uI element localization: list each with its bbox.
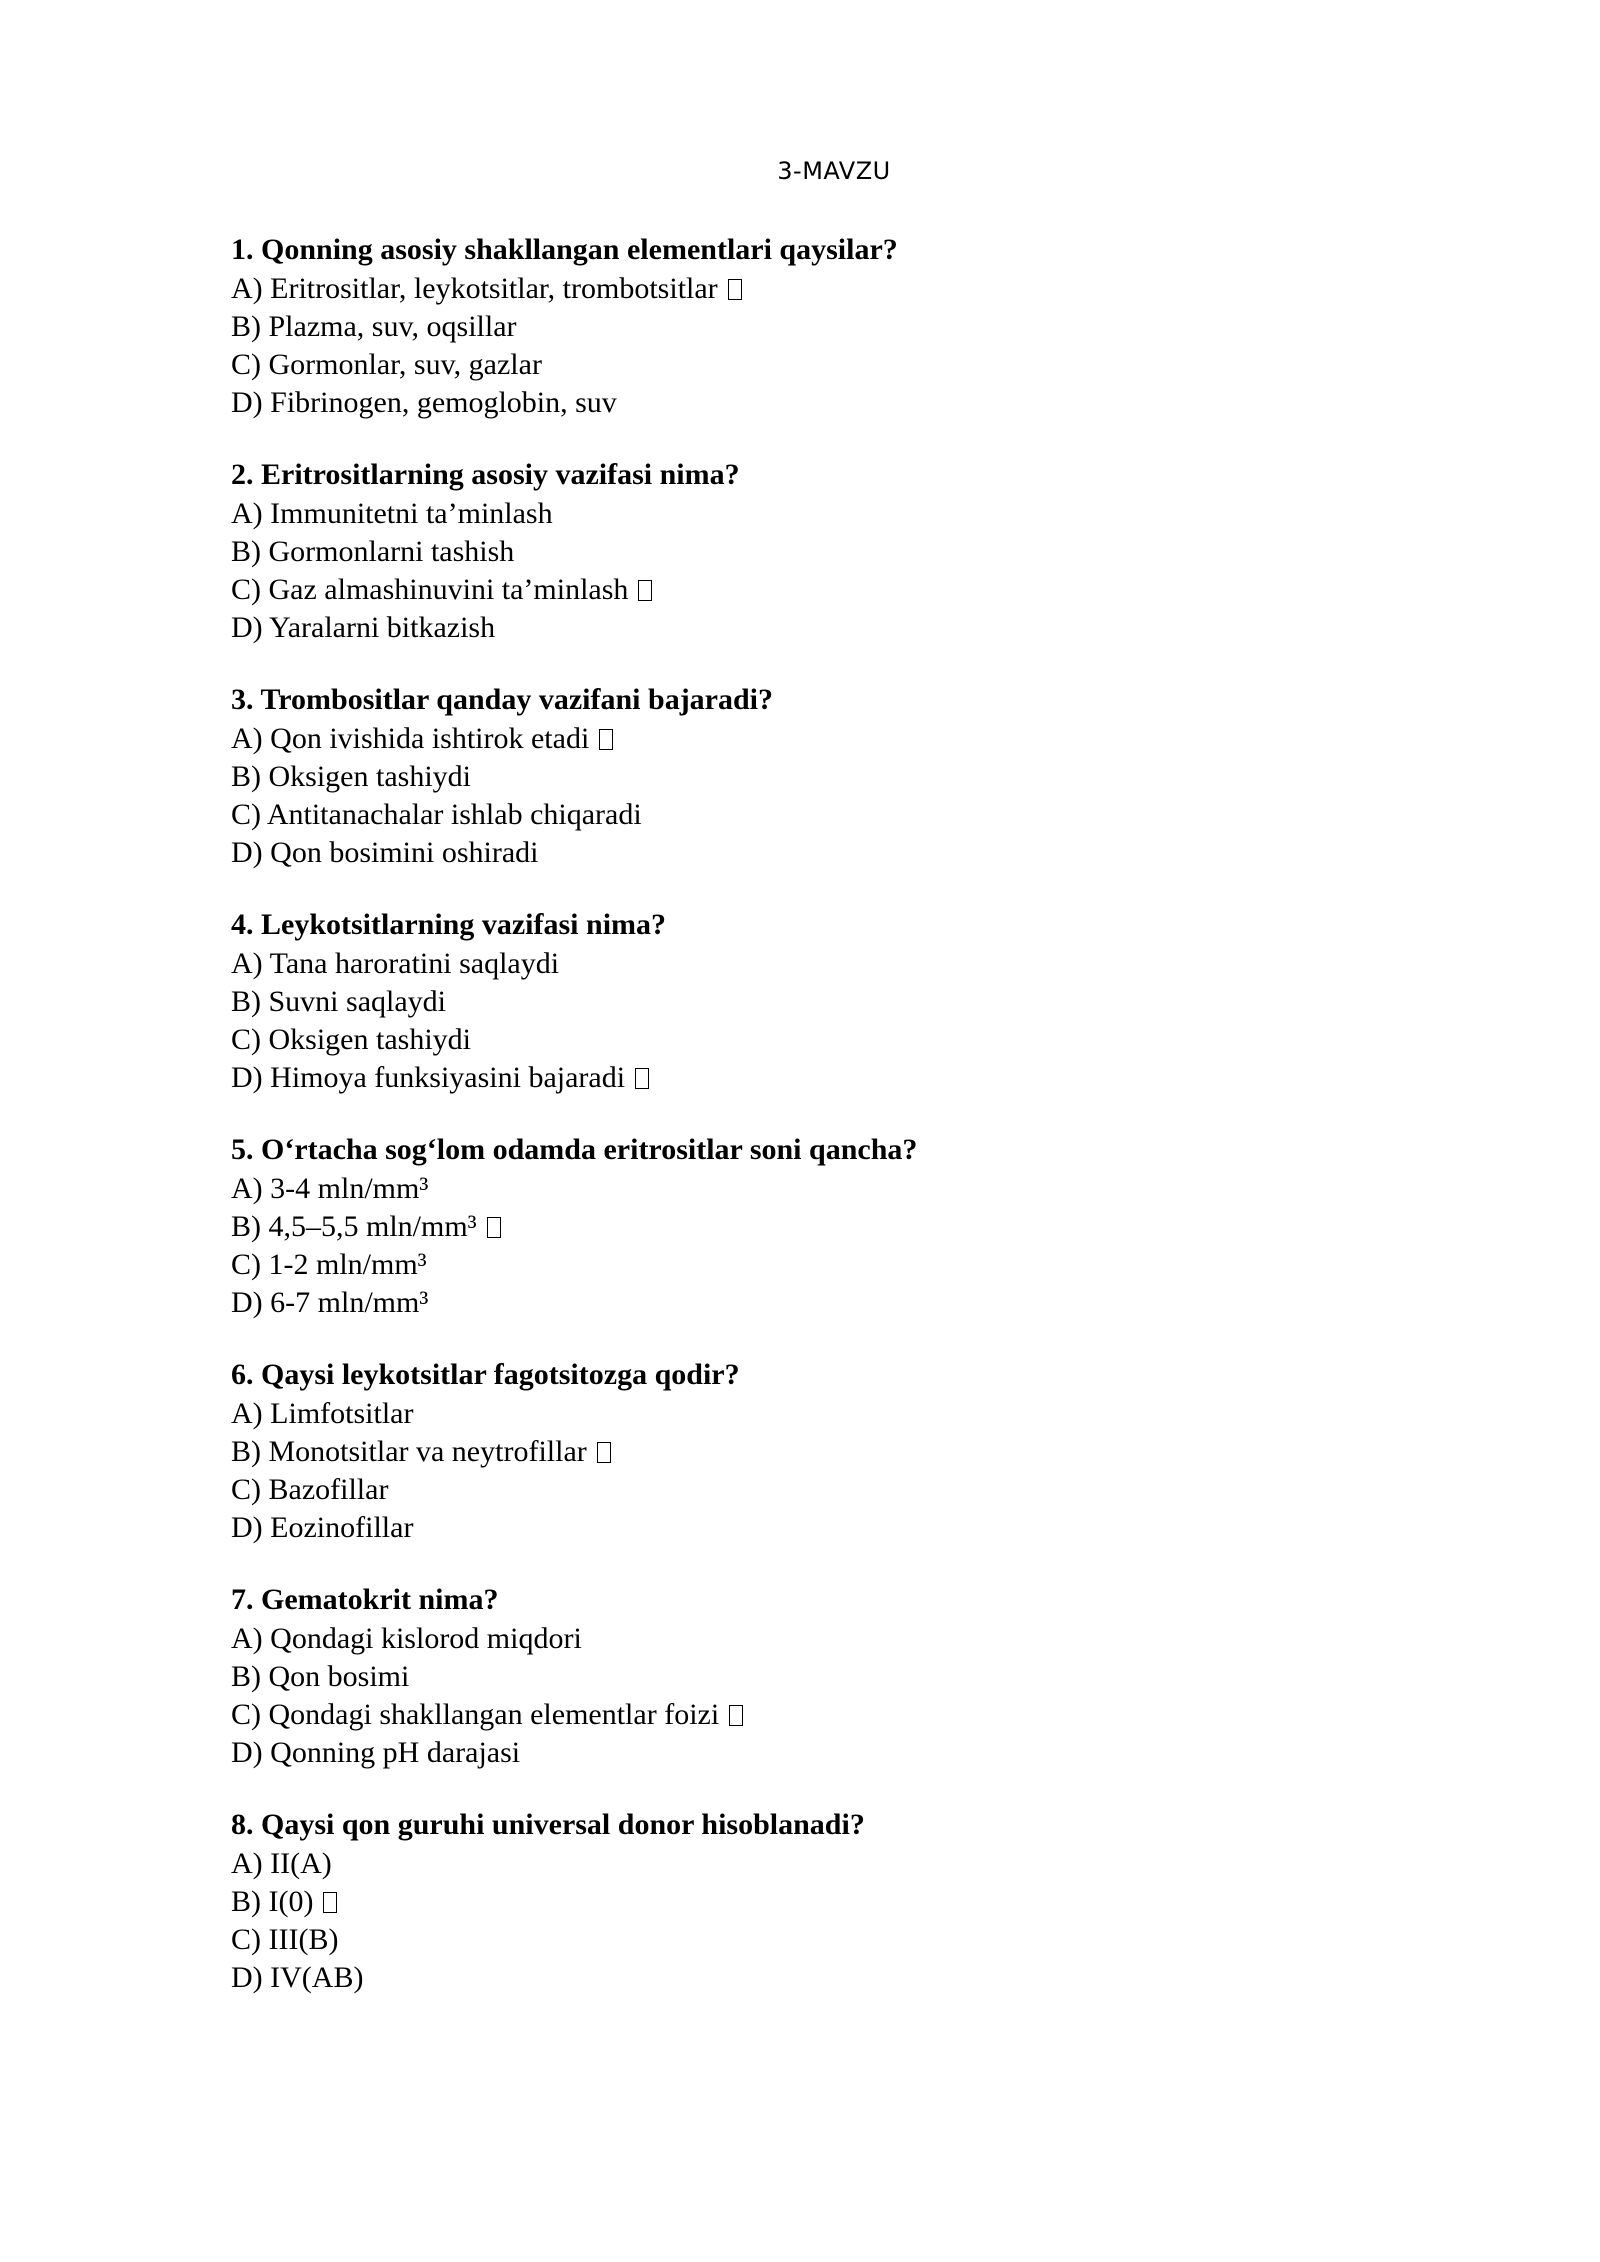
answer-option-text: D) Fibrinogen, gemoglobin, suv [231,386,617,419]
answer-option [231,1471,1431,1509]
answer-option-text: D) Yaralarni bitkazish [231,611,496,644]
answer-option-text: D) Qonning pH darajasi [231,1736,521,1769]
answer-option-text: B) Suvni saqlaydi [231,985,446,1018]
answer-option [231,758,1431,796]
question-text: 3. Trombositlar qanday vazifani bajaradi? [231,683,774,716]
answer-option-text: D) Himoya funksiyasini bajaradi [231,1061,626,1094]
question-text: 1. Qonning asosiy shakllangan elementlari qaysilar? [231,233,898,266]
answer-option [231,1433,1431,1471]
answer-option [231,384,1431,422]
question-1 [231,232,1431,422]
answer-option [231,1620,1431,1658]
question-text: 7. Gematokrit nima? [231,1583,499,1616]
correct-answer-mark-icon [597,1442,611,1463]
answer-option [231,495,1431,533]
correct-answer-mark-icon [599,729,613,750]
answer-option [231,1696,1431,1734]
answer-option [231,796,1431,834]
answer-option-text: B) Monotsitlar va neytrofillar [231,1435,587,1468]
question-list [231,232,1431,2032]
question-text: 8. Qaysi qon guruhi universal donor hisoblanadi? [231,1808,865,1841]
answer-option-text: D) Qon bosimini oshiradi [231,836,539,869]
answer-option [231,1059,1431,1097]
answer-option [231,1246,1431,1284]
answer-option-text: A) 3-4 mln/mm³ [231,1172,429,1205]
answer-option-text: A) Immunitetni ta’minlash [231,497,553,530]
answer-option [231,1883,1431,1921]
answer-option [231,533,1431,571]
question-text: 4. Leykotsitlarning vazifasi nima? [231,908,667,941]
answer-option-text: C) Antitanachalar ishlab chiqaradi [231,798,642,831]
answer-option-text: B) Qon bosimi [231,1660,410,1693]
answer-option-text: D) 6-7 mln/mm³ [231,1286,429,1319]
answer-option-text: B) Oksigen tashiydi [231,760,471,793]
answer-option [231,1734,1431,1772]
answer-option [231,1395,1431,1433]
answer-option [231,1208,1431,1246]
answer-option-text: B) I(0) [231,1885,314,1918]
question-7 [231,1582,1431,1772]
correct-answer-mark-icon [635,1068,649,1089]
document-title: 3-MAVZU [777,157,891,185]
answer-option [231,1170,1431,1208]
answer-option-text: B) Plazma, suv, oqsillar [231,310,517,343]
correct-answer-mark-icon [728,279,742,300]
answer-option-text: C) III(B) [231,1923,339,1956]
answer-option-text: A) Eritrositlar, leykotsitlar, trombotsitlar [231,272,718,305]
answer-option-text: D) Eozinofillar [231,1511,414,1544]
answer-option [231,346,1431,384]
answer-option-text: A) Qon ivishida ishtirok etadi [231,722,590,755]
answer-option [231,945,1431,983]
question-3 [231,682,1431,872]
question-8 [231,1807,1431,1997]
answer-option-text: B) Gormonlarni tashish [231,535,515,568]
answer-option-text: C) Qondagi shakllangan elementlar foizi [231,1698,720,1731]
answer-option-text: C) Bazofillar [231,1473,389,1506]
answer-option [231,720,1431,758]
correct-answer-mark-icon [638,580,652,601]
answer-option [231,1021,1431,1059]
answer-option [231,1658,1431,1696]
question-text: 2. Eritrositlarning asosiy vazifasi nima? [231,458,740,491]
answer-option-text: C) Oksigen tashiydi [231,1023,471,1056]
answer-option-text: A) Qondagi kislorod miqdori [231,1622,582,1655]
question-4 [231,907,1431,1097]
question-2 [231,457,1431,647]
answer-option-text: A) II(A) [231,1847,332,1880]
answer-option [231,1959,1431,1997]
answer-option [231,834,1431,872]
question-text: 6. Qaysi leykotsitlar fagotsitozga qodir? [231,1358,740,1391]
answer-option [231,1845,1431,1883]
question-6 [231,1357,1431,1547]
answer-option [231,609,1431,647]
answer-option-text: A) Limfotsitlar [231,1397,414,1430]
answer-option-text: C) 1-2 mln/mm³ [231,1248,427,1281]
answer-option [231,308,1431,346]
answer-option-text: C) Gaz almashinuvini ta’minlash [231,573,629,606]
answer-option-text: B) 4,5–5,5 mln/mm³ [231,1210,477,1243]
question-5 [231,1132,1431,1322]
answer-option-text: A) Tana haroratini saqlaydi [231,947,560,980]
answer-option [231,983,1431,1021]
answer-option-text: D) IV(AB) [231,1961,364,1994]
answer-option [231,1284,1431,1322]
question-text: 5. O‘rtacha sog‘lom odamda eritrositlar soni qancha? [231,1133,918,1166]
answer-option [231,571,1431,609]
answer-option [231,270,1431,308]
correct-answer-mark-icon [323,1892,337,1913]
answer-option [231,1921,1431,1959]
correct-answer-mark-icon [487,1217,501,1238]
answer-option [231,1509,1431,1547]
answer-option-text: C) Gormonlar, suv, gazlar [231,348,542,381]
correct-answer-mark-icon [729,1705,743,1726]
